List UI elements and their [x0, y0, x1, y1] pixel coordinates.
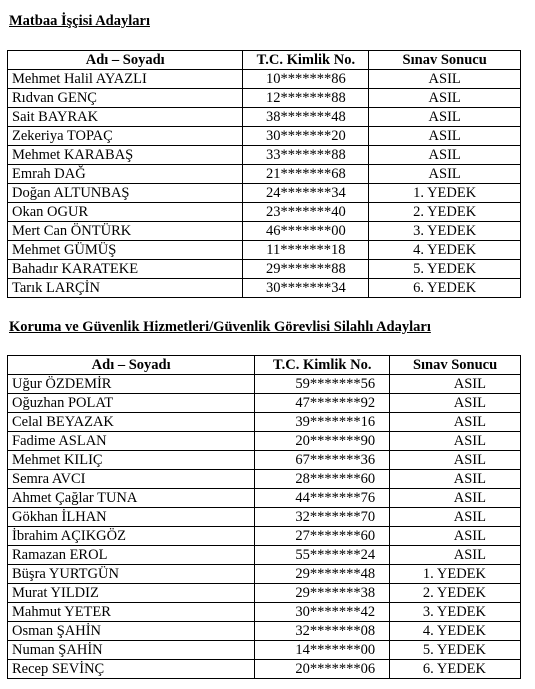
candidate-id: 29*******48: [255, 565, 390, 584]
table-row: [8, 260, 521, 279]
table-row: [8, 622, 521, 641]
candidate-id: 55*******24: [255, 546, 390, 565]
table-row: [8, 546, 521, 565]
candidate-name: Recep SEVİNÇ: [8, 660, 255, 679]
exam-result: ASIL: [390, 527, 521, 546]
table-row: [8, 89, 521, 108]
table-row: [8, 375, 521, 394]
candidate-id: 28*******60: [255, 470, 390, 489]
exam-result: 4. YEDEK: [390, 622, 521, 641]
table-row: [8, 660, 521, 679]
exam-result: 5. YEDEK: [390, 641, 521, 660]
exam-result: 5. YEDEK: [369, 260, 521, 279]
candidate-name: Bahadır KARATEKE: [8, 260, 243, 279]
candidate-name: Ahmet Çağlar TUNA: [8, 489, 255, 508]
table-row: [8, 222, 521, 241]
candidate-name: Numan ŞAHİN: [8, 641, 255, 660]
exam-result: 6. YEDEK: [369, 279, 521, 298]
exam-result: ASIL: [390, 375, 521, 394]
candidate-id: 46*******00: [243, 222, 369, 241]
exam-result: ASIL: [390, 508, 521, 527]
candidate-id: 20*******90: [255, 432, 390, 451]
exam-result: ASIL: [369, 108, 521, 127]
column-header-name: Adı – Soyadı: [8, 356, 255, 375]
table-row: [8, 279, 521, 298]
table-row: [8, 203, 521, 222]
candidate-name: Okan OGUR: [8, 203, 243, 222]
candidate-name: Mehmet KARABAŞ: [8, 146, 243, 165]
column-header-id: T.C. Kimlik No.: [243, 51, 369, 70]
candidate-name: Sait BAYRAK: [8, 108, 243, 127]
candidate-name: Fadime ASLAN: [8, 432, 255, 451]
table-row: [8, 70, 521, 89]
candidate-name: Oğuzhan POLAT: [8, 394, 255, 413]
exam-result: 1. YEDEK: [369, 184, 521, 203]
exam-result: ASIL: [390, 489, 521, 508]
exam-result: ASIL: [369, 165, 521, 184]
exam-result: 1. YEDEK: [390, 565, 521, 584]
section-title-matbaa: Matbaa İşçisi Adayları: [9, 13, 150, 29]
candidate-id: 27*******60: [255, 527, 390, 546]
candidate-id: 30*******42: [255, 603, 390, 622]
candidate-name: Ramazan EROL: [8, 546, 255, 565]
candidate-id: 47*******92: [255, 394, 390, 413]
table-row: [8, 527, 521, 546]
exam-result: ASIL: [390, 413, 521, 432]
candidate-name: Celal BEYAZAK: [8, 413, 255, 432]
table-row: [8, 165, 521, 184]
table-row: [8, 241, 521, 260]
exam-result: 4. YEDEK: [369, 241, 521, 260]
candidate-name: Doğan ALTUNBAŞ: [8, 184, 243, 203]
candidate-name: Mehmet GÜMÜŞ: [8, 241, 243, 260]
candidate-id: 23*******40: [243, 203, 369, 222]
exam-result: ASIL: [369, 146, 521, 165]
section-title-guvenlik: Koruma ve Güvenlik Hizmetleri/Güvenlik Görevlisi Silahlı Adayları: [9, 319, 431, 335]
candidate-id: 32*******70: [255, 508, 390, 527]
table-row: [8, 108, 521, 127]
table-row: [8, 146, 521, 165]
exam-result: ASIL: [369, 127, 521, 146]
candidate-name: Gökhan İLHAN: [8, 508, 255, 527]
candidate-id: 39*******16: [255, 413, 390, 432]
candidate-name: Mahmut YETER: [8, 603, 255, 622]
column-header-result: Sınav Sonucu: [390, 356, 521, 375]
column-header-name: Adı – Soyadı: [8, 51, 243, 70]
candidate-id: 44*******76: [255, 489, 390, 508]
candidate-id: 21*******68: [243, 165, 369, 184]
candidate-id: 10*******86: [243, 70, 369, 89]
candidate-name: Emrah DAĞ: [8, 165, 243, 184]
candidate-name: Mehmet KILIÇ: [8, 451, 255, 470]
table-row: [8, 127, 521, 146]
candidate-id: 38*******48: [243, 108, 369, 127]
candidate-id: 29*******88: [243, 260, 369, 279]
candidate-id: 30*******20: [243, 127, 369, 146]
table-row: [8, 603, 521, 622]
candidate-id: 12*******88: [243, 89, 369, 108]
guvenlik-candidates-table: [7, 355, 521, 679]
table-row: [8, 489, 521, 508]
exam-result: ASIL: [390, 451, 521, 470]
candidate-id: 67*******36: [255, 451, 390, 470]
candidate-name: İbrahim AÇIKGÖZ: [8, 527, 255, 546]
candidate-id: 59*******56: [255, 375, 390, 394]
candidate-id: 29*******38: [255, 584, 390, 603]
table-row: [8, 641, 521, 660]
candidate-name: Mehmet Halil AYAZLI: [8, 70, 243, 89]
table-row: [8, 565, 521, 584]
exam-result: ASIL: [390, 432, 521, 451]
exam-result: 3. YEDEK: [390, 603, 521, 622]
exam-result: ASIL: [390, 546, 521, 565]
candidate-name: Murat YILDIZ: [8, 584, 255, 603]
column-header-id: T.C. Kimlik No.: [255, 356, 390, 375]
exam-result: ASIL: [390, 470, 521, 489]
candidate-id: 32*******08: [255, 622, 390, 641]
candidate-name: Tarık LARÇİN: [8, 279, 243, 298]
table-row: [8, 451, 521, 470]
exam-result: 2. YEDEK: [369, 203, 521, 222]
table-header-row: [8, 356, 521, 375]
candidate-name: Semra AVCI: [8, 470, 255, 489]
exam-result: 2. YEDEK: [390, 584, 521, 603]
exam-result: 3. YEDEK: [369, 222, 521, 241]
exam-result: ASIL: [390, 394, 521, 413]
exam-result: ASIL: [369, 70, 521, 89]
table-header-row: [8, 51, 521, 70]
table-row: [8, 584, 521, 603]
candidate-name: Zekeriya TOPAÇ: [8, 127, 243, 146]
table-row: [8, 394, 521, 413]
table-row: [8, 184, 521, 203]
candidate-name: Osman ŞAHİN: [8, 622, 255, 641]
candidate-name: Mert Can ÖNTÜRK: [8, 222, 243, 241]
candidate-id: 24*******34: [243, 184, 369, 203]
exam-result: ASIL: [369, 89, 521, 108]
table-row: [8, 413, 521, 432]
matbaa-candidates-table: [7, 50, 521, 298]
table-row: [8, 508, 521, 527]
candidate-name: Rıdvan GENÇ: [8, 89, 243, 108]
column-header-result: Sınav Sonucu: [369, 51, 521, 70]
exam-result: 6. YEDEK: [390, 660, 521, 679]
candidate-id: 30*******34: [243, 279, 369, 298]
table-row: [8, 432, 521, 451]
candidate-id: 11*******18: [243, 241, 369, 260]
candidate-id: 33*******88: [243, 146, 369, 165]
candidate-id: 20*******06: [255, 660, 390, 679]
candidate-id: 14*******00: [255, 641, 390, 660]
table-row: [8, 470, 521, 489]
candidate-name: Uğur ÖZDEMİR: [8, 375, 255, 394]
candidate-name: Büşra YURTGÜN: [8, 565, 255, 584]
